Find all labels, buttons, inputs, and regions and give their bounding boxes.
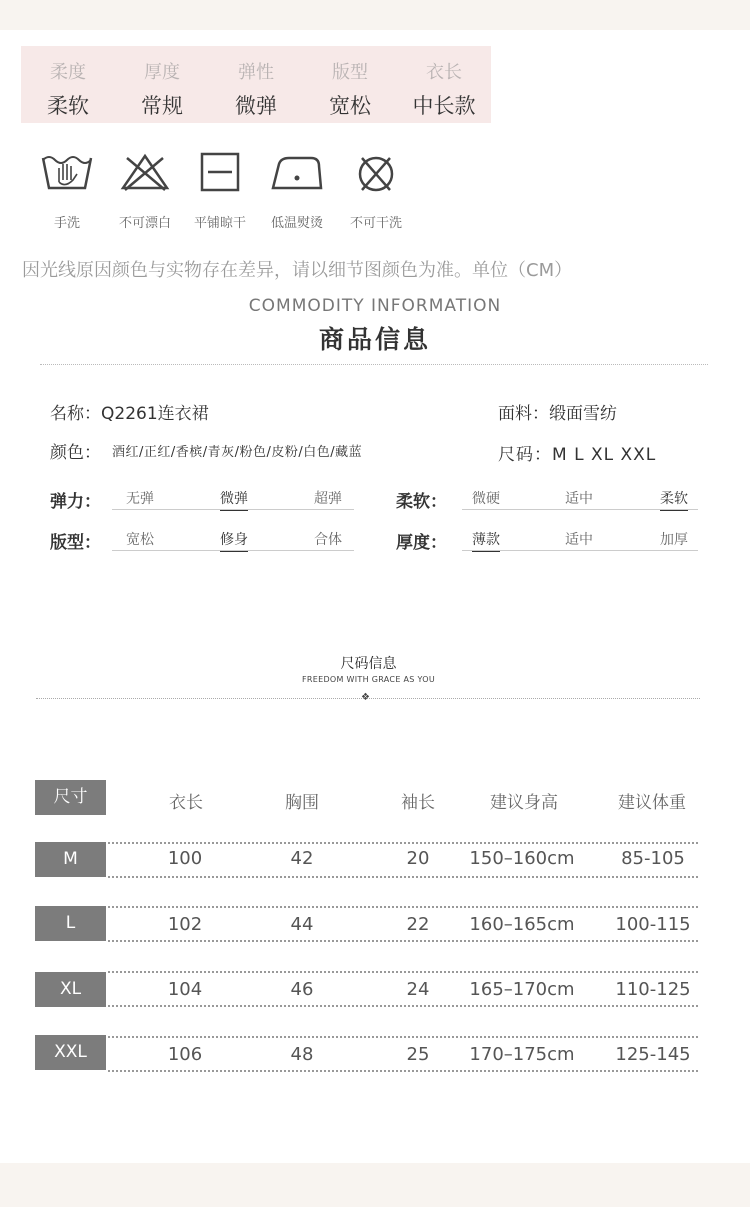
feature-option: 合体	[314, 532, 342, 548]
divider	[40, 364, 708, 365]
size-label: XL	[35, 972, 106, 1007]
table-cell: 150–160cm	[469, 848, 575, 869]
table-cell: 85-105	[621, 848, 685, 869]
care-hand-wash	[27, 150, 107, 231]
header-height: 建议身高	[490, 793, 558, 813]
table-cell: 46	[290, 979, 314, 1000]
feature-option-selected: 微弹	[204, 488, 264, 508]
header-bust: 胸围	[285, 793, 319, 813]
feature-option: 加厚	[660, 532, 688, 548]
attr-label: 弹性	[238, 62, 274, 83]
table-cell: 160–165cm	[469, 914, 575, 935]
product-sizes: 尺码：M L XL XXL	[498, 445, 657, 465]
feature-option-selected: 修身	[204, 529, 264, 549]
attr-value: 常规	[141, 94, 183, 118]
feature-line	[462, 550, 698, 551]
row-divider	[108, 1036, 698, 1038]
table-cell: 22	[406, 914, 430, 935]
feature-option-selected: 柔软	[644, 488, 704, 508]
table-cell: 165–170cm	[469, 979, 575, 1000]
size-column-header: 尺寸	[35, 780, 106, 815]
bottom-band	[0, 1163, 750, 1207]
care-no-dry-clean	[336, 150, 416, 231]
feature-option: 宽松	[126, 532, 154, 548]
commodity-title-cn: 商品信息	[318, 325, 431, 354]
size-label: M	[35, 842, 106, 877]
feature-thickness-label: 厚度：	[396, 533, 447, 553]
row-divider	[108, 876, 698, 878]
care-low-iron	[257, 150, 337, 231]
attr-label: 版型	[332, 62, 368, 83]
feature-option: 适中	[565, 532, 593, 548]
feature-option: 超弹	[314, 491, 342, 507]
care-flat-dry	[180, 150, 260, 231]
feature-option: 微硬	[472, 491, 500, 507]
row-divider	[108, 906, 698, 908]
product-name: 名称：Q2261连衣裙	[50, 404, 209, 424]
table-cell: 42	[290, 848, 314, 869]
feature-elasticity-label: 弹力：	[50, 492, 101, 512]
size-label: XXL	[35, 1035, 106, 1070]
attribute-panel	[21, 46, 491, 123]
attr-value: 柔软	[47, 94, 89, 118]
color-disclaimer: 因光线原因颜色与实物存在差异，请以细节图颜色为准。单位（CM）	[22, 260, 573, 281]
attr-label: 厚度	[144, 62, 180, 83]
header-weight: 建议体重	[618, 793, 686, 813]
size-info-subtitle: FREEDOM WITH GRACE AS YOU	[301, 675, 436, 684]
row-divider	[108, 842, 698, 844]
care-label: 不可漂白	[118, 216, 171, 231]
attr-label: 衣长	[426, 62, 462, 83]
feature-option: 适中	[565, 491, 593, 507]
care-no-bleach	[105, 150, 185, 231]
top-band	[0, 0, 750, 30]
header-length: 衣长	[169, 793, 203, 813]
hand-wash-icon	[39, 150, 95, 194]
row-divider	[108, 940, 698, 942]
flat-dry-icon	[192, 150, 248, 194]
table-cell: 100	[167, 848, 203, 869]
table-cell: 100-115	[615, 914, 691, 935]
attr-value: 微弹	[235, 94, 277, 118]
feature-line	[112, 509, 354, 510]
table-cell: 24	[406, 979, 430, 1000]
header-sleeve: 袖长	[401, 793, 435, 813]
low-iron-icon	[267, 150, 327, 194]
care-label: 低温熨烫	[270, 216, 323, 231]
table-cell: 170–175cm	[469, 1044, 575, 1065]
ornament-icon: ❖	[361, 692, 370, 703]
table-cell: 106	[167, 1044, 203, 1065]
colors-label: 颜色：	[50, 443, 101, 463]
attr-value: 中长款	[412, 94, 476, 118]
table-cell: 48	[290, 1044, 314, 1065]
colors-list: 酒红/正红/香槟/青灰/粉色/皮粉/白色/藏蓝	[112, 445, 363, 460]
row-divider	[108, 1005, 698, 1007]
feature-line	[462, 509, 698, 510]
row-divider	[108, 1070, 698, 1072]
feature-softness-label: 柔软：	[396, 492, 447, 512]
table-cell: 110-125	[615, 979, 691, 1000]
no-dry-clean-icon	[348, 150, 404, 194]
row-divider	[108, 971, 698, 973]
table-cell: 125-145	[615, 1044, 691, 1065]
size-label: L	[35, 906, 106, 941]
table-cell: 104	[167, 979, 203, 1000]
care-label: 不可干洗	[349, 216, 402, 231]
feature-fit-label: 版型：	[50, 533, 101, 553]
table-cell: 25	[406, 1044, 430, 1065]
product-fabric: 面料：缎面雪纺	[498, 404, 617, 424]
size-info-title: 尺码信息	[340, 656, 397, 672]
table-cell: 20	[406, 848, 430, 869]
care-label: 平铺晾干	[193, 216, 246, 231]
attr-label: 柔度	[50, 62, 86, 83]
table-cell: 102	[167, 914, 203, 935]
commodity-title-en: COMMODITY INFORMATION	[248, 296, 502, 316]
feature-line	[112, 550, 354, 551]
no-bleach-icon	[117, 150, 173, 194]
feature-option: 无弹	[126, 491, 154, 507]
table-cell: 44	[290, 914, 314, 935]
feature-option-selected: 薄款	[456, 529, 516, 549]
care-label: 手洗	[53, 216, 80, 231]
attr-value: 宽松	[329, 94, 371, 118]
